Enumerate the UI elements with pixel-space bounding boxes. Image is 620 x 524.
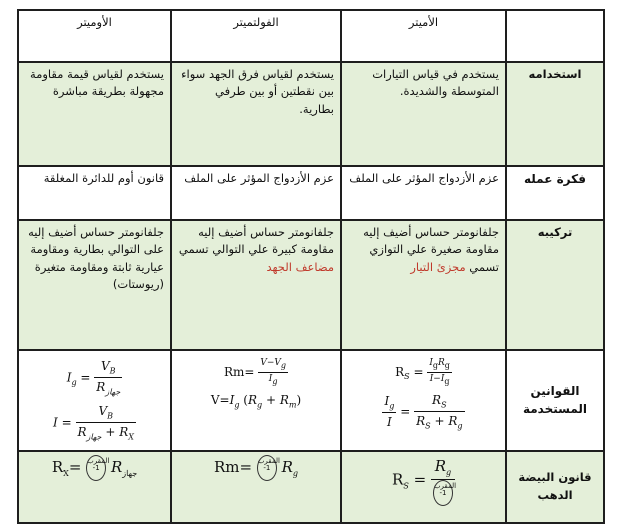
row-idea bbox=[18, 166, 604, 220]
factor-circle-icon: المقرب -1 bbox=[257, 455, 277, 481]
build-voltmeter-text: جلفانومتر حساس أضيف إليه مقاومة كبيرة علي التوالي تسمي bbox=[178, 225, 334, 257]
row-use bbox=[18, 62, 604, 166]
row-label-gold: قانون البيضة الدهب bbox=[506, 451, 604, 523]
cell-idea-ammeter: عزم الأزدواج المؤثر على الملف bbox=[341, 166, 506, 220]
row-label-laws: القوانين المستخدمة bbox=[506, 350, 604, 451]
shunt-term: مجزئ التيار bbox=[410, 259, 466, 274]
comparison-table bbox=[17, 9, 605, 524]
row-label-idea: فكرة عمله bbox=[506, 166, 604, 220]
cell-idea-ohmmeter: قانون أوم للدائرة المغلقة bbox=[18, 166, 171, 220]
factor-circle-icon: المقرب -1 bbox=[433, 480, 453, 506]
header-voltmeter: الفولتميتر bbox=[171, 10, 341, 62]
cell-build-voltmeter bbox=[171, 220, 341, 350]
header-ohmmeter: الأوميتر bbox=[18, 10, 171, 62]
header-ammeter: الأميتر bbox=[341, 10, 506, 62]
cell-use-voltmeter: يستخدم لقياس فرق الجهد سواء بين نقطتين أو بين طرفي بطارية. bbox=[171, 62, 341, 166]
cell-use-ammeter: يستخدم في قياس التيارات المتوسطة والشديدة. bbox=[341, 62, 506, 166]
cell-build-ohmmeter: جلفانومتر حساس أضيف إليه على التوالي بطارية ومقاومة عيارية ثابتة ومقاومة متغيرة (ريوستات) bbox=[18, 220, 171, 350]
gold-multiplier: Rm= المقرب -1 $R_g$ bbox=[178, 455, 334, 481]
build-ammeter-text: جلفانومتر حساس أضيف إليه مقاومة صغيرة علي التوازي تسمي bbox=[363, 225, 499, 274]
row-label-use: استخدامه bbox=[506, 62, 604, 166]
cell-laws-ammeter bbox=[341, 350, 506, 451]
multiplier-term: مضاعف الجهد bbox=[266, 259, 334, 274]
gold-ohmmeter: $R_X=$ المقرب -1 $R_{جهاز}$ bbox=[25, 455, 164, 481]
row-build bbox=[18, 220, 604, 350]
cell-gold-ohmmeter bbox=[18, 451, 171, 523]
formula-shunt: $R_S$ = $I_gR_g$ $I-I_g$ $\frac{I_g}{I}$ = $\frac{R_S}{R_S + R_g}$ bbox=[384, 358, 463, 431]
cell-build-ammeter bbox=[341, 220, 506, 350]
row-laws bbox=[18, 350, 604, 451]
row-label-build: تركيبه bbox=[506, 220, 604, 350]
formula-ohmmeter: $I_g$ = $V_B$ $R_{جهاز}$ I = $V_B$ $R_{جهاز} + R_X$ bbox=[53, 359, 134, 442]
cell-laws-ohmmeter bbox=[18, 350, 171, 451]
cell-gold-voltmeter bbox=[171, 451, 341, 523]
cell-idea-voltmeter: عزم الأزدواج المؤثر على الملف bbox=[171, 166, 341, 220]
gold-shunt: $R_S$ = $R_g$ المقرب -1 bbox=[348, 455, 499, 506]
header-row bbox=[18, 10, 604, 62]
formula-multiplier: Rm= $\frac{V-V_g}{I_g}$ $V=I_g$ $(R_g + R_m)$ bbox=[210, 358, 302, 409]
cell-gold-ammeter bbox=[341, 451, 506, 523]
corner-cell bbox=[506, 10, 604, 62]
cell-laws-voltmeter bbox=[171, 350, 341, 451]
factor-circle-icon: المقرب -1 bbox=[86, 455, 106, 481]
row-gold bbox=[18, 451, 604, 523]
cell-use-ohmmeter: يستخدم لقياس قيمة مقاومة مجهولة بطريقة مباشرة bbox=[18, 62, 171, 166]
